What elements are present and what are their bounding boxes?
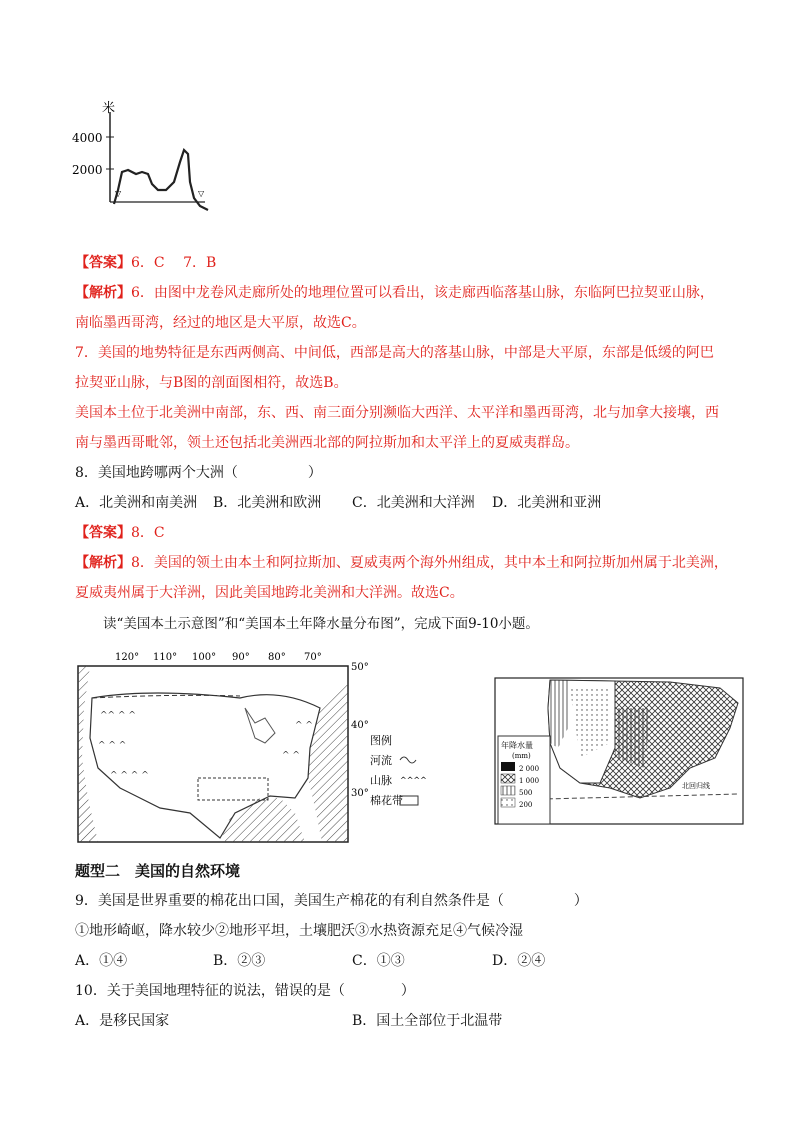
end-marker: ▽ [198,189,205,198]
lat-label: 40° [351,720,369,731]
q9-option-c: C．①③ [352,953,405,969]
legend-swatch [501,774,515,783]
analysis-tag: 【解析】 [75,285,131,301]
mountain-symbols: ^ ^ ^ [98,741,127,751]
answer-tag: 【答案】 [75,255,131,271]
elevation-profile-chart [70,90,230,230]
legend-river: 河流 [370,754,392,767]
analysis-7-line2: 拉契亚山脉，与B图的剖面图相符，故选B。 [75,375,348,391]
mountain-legend-symbol: ^^^^ [400,776,427,785]
analysis-text: 8．美国的领土由本土和阿拉斯加、夏威夷两个海外州组成，其中本土和阿拉斯加州属于北美洲， [131,555,728,571]
question-9-stem: 9．美国是世界重要的棉花出口国，美国生产棉花的有利自然条件是（ ） [75,893,588,909]
question-10-stem: 10．关于美国地理特征的说法，错误的是（ ） [75,983,415,999]
legend-swatch [501,798,515,807]
mountain-symbols: ^ ^ [295,721,313,731]
q8-option-b: B．北美洲和欧洲 [213,495,322,511]
q10-option-b: B．国土全部位于北温带 [352,1013,503,1029]
great-plains-region [615,708,650,768]
lon-label: 120° [115,652,140,663]
analysis-7-line1: 7．美国的地势特征是东西两侧高、中间低，西部是高大的落基山脉，中部是大平原，东部是低缓的阿巴 [75,345,714,361]
legend-swatch [501,786,515,795]
legend-value: 2 000 [519,765,540,773]
answer-tag: 【答案】 [75,525,131,541]
q8-option-a: A．北美洲和南美洲 [75,495,198,511]
lon-label: 90° [232,652,250,663]
analysis-8-line1 [75,553,728,573]
q9-option-d: D．②④ [492,953,546,969]
reading-intro: 读“美国本土示意图”和“美国本土年降水量分布图”，完成下面9-10小题。 [103,616,539,632]
analysis-tag: 【解析】 [75,555,131,571]
question-8-stem: 8．美国地跨哪两个大洲（ ） [75,465,322,481]
y-unit-label: 米 [102,101,116,116]
precipitation-map [495,678,743,824]
analysis-8-line2: 夏威夷州属于大洋洲，因此美国地跨北美洲和大洋洲。故选C。 [75,585,464,601]
legend-value: 200 [519,801,533,809]
y-tick-label-2000: 2000 [72,163,103,177]
usa-mainland-map [78,652,427,842]
legend-value: 500 [519,789,533,797]
profile-line [114,150,208,210]
y-tick-label-4000: 4000 [72,131,103,145]
analysis-6-line1 [75,283,714,303]
maps-svg [70,648,750,848]
lon-label: 80° [268,652,286,663]
q10-option-a: A．是移民国家 [75,1013,170,1029]
river-symbol [400,757,416,763]
tropic-label: 北回归线 [682,782,710,790]
extra-note-line2: 南与墨西哥毗邻，领土还包括北美洲西北部的阿拉斯加和太平洋上的夏威夷群岛。 [75,435,579,451]
analysis-6-line2: 南临墨西哥湾，经过的地区是大平原，故选C。 [75,315,366,331]
q8-option-c: C．北美洲和大洋洲 [352,495,475,511]
mountain-symbols: ^ ^ ^ ^ [110,771,149,781]
mountain-symbols: ^ ^ [282,751,300,761]
lon-label: 110° [153,652,178,663]
legend-cotton: 棉花带 [370,794,403,807]
start-marker: ▽ [115,189,122,198]
maps-area [70,648,750,848]
legend-mountain: 山脉 [370,774,392,787]
extra-note-line1: 美国本土位于北美洲中南部，东、西、南三面分别濒临大西洋、太平洋和墨西哥湾，北与加拿大接壤，西 [75,405,719,421]
analysis-text: 6．由图中龙卷风走廊所处的地理位置可以看出，该走廊西临落基山脉，东临阿巴拉契亚山脉， [131,285,714,301]
profile-svg [70,90,230,230]
lat-label: 30° [351,788,369,799]
legend-value: 1 000 [519,777,540,785]
lat-label: 50° [351,662,369,673]
q9-option-a: A．①④ [75,953,128,969]
map1-frame [78,666,348,842]
map2-legend-unit: (mm) [512,752,531,760]
answer-text: 6．C 7．B [131,255,217,271]
mountain-symbols: ^^ ^ ^ [100,711,136,721]
section-title: 题型二 美国的自然环境 [75,862,241,880]
q9-option-b: B．②③ [213,953,266,969]
answer-6-7 [75,253,216,273]
legend-swatch [501,762,515,771]
answer-text: 8．C [131,525,165,541]
map2-legend-title: 年降水量 [501,741,533,750]
legend-title: 图例 [370,734,392,747]
answer-8 [75,523,165,543]
question-9-conditions: ①地形崎岖，降水较少②地形平坦，土壤肥沃③水热资源充足④气候冷湿 [75,923,523,939]
lon-label: 100° [192,652,217,663]
lon-label: 70° [304,652,322,663]
q8-option-d: D．北美洲和亚洲 [492,495,602,511]
